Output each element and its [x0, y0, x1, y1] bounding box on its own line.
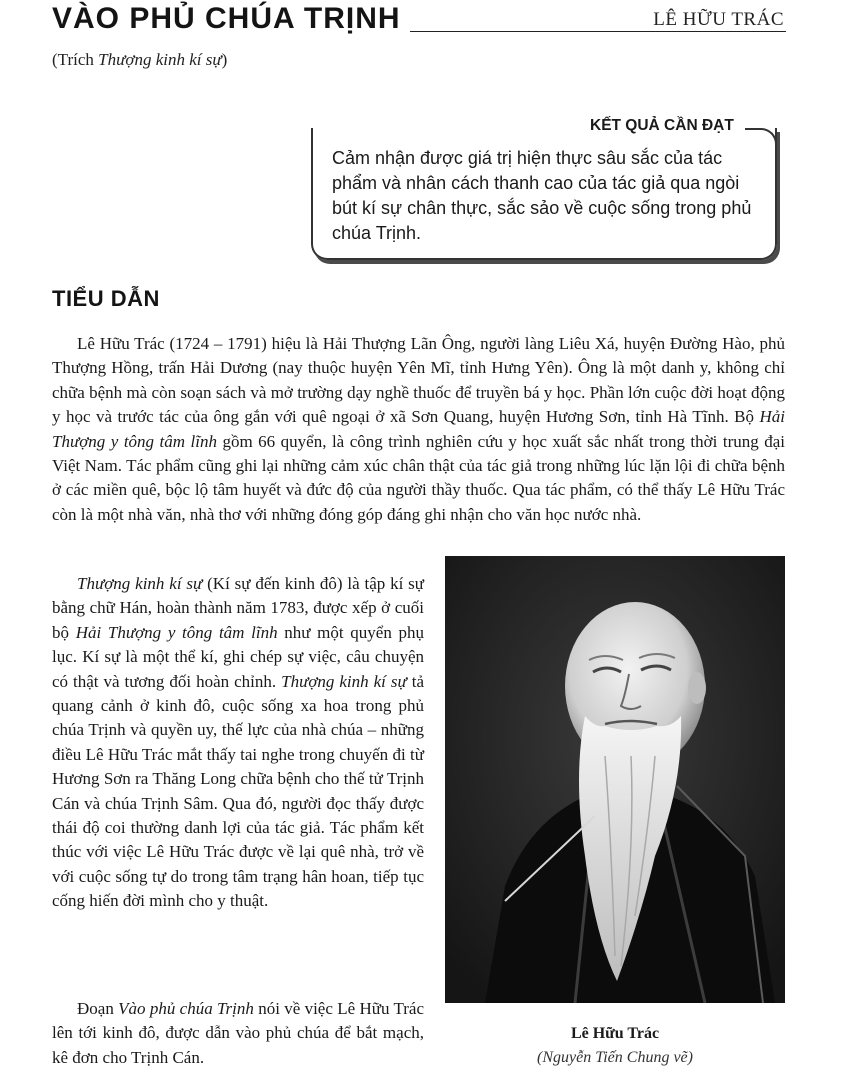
p3-text-1: Đoạn: [77, 999, 119, 1018]
outcome-heading: KẾT QUẢ CẦN ĐẠT: [590, 117, 734, 134]
portrait-illustration: [445, 556, 785, 1003]
p3-text-2: nói về việc Lê Hữu Trác lên tới kinh đô, được dẫn vào phủ chúa để bắt mạch, kê đơn cho Trịnh Cán.: [52, 999, 424, 1067]
outcome-text: Cảm nhận được giá trị hiện thực sâu sắc của tác phẩm và nhân cách thanh cao của tác giả qua ngòi bút kí sự chân thực, sắc sảo về cuộc sống trong phủ chúa Trịnh.: [332, 148, 752, 243]
ear-shape: [688, 672, 706, 704]
author-name: LÊ HỮU TRÁC: [653, 9, 784, 30]
source-work: Thượng kinh kí sự: [98, 50, 222, 69]
source-note: [52, 50, 227, 70]
section-title: TIỂU DẪN: [52, 286, 160, 311]
p2-italic-2: Hải Thượng y tông tâm lĩnh: [75, 622, 278, 642]
source-close: ): [221, 50, 228, 69]
paragraph-work: [52, 572, 424, 914]
p2-text-1: (Kí sự đến kinh đô) là tập kí sự bằng chữ Hán, hoàn thành năm 1783, được xếp ở cuối bộ: [52, 574, 424, 642]
p2-text-2: như một quyển phụ lục. Kí sự là một thể kí, ghi chép sự việc, câu chuyện có thật và tương đối hoàn chỉnh.: [52, 622, 425, 691]
paragraph-excerpt: [52, 997, 424, 1070]
p1-italic-1: Hải Thượng y tông tâm lĩnh: [52, 407, 785, 451]
source-open: (Trích: [52, 50, 99, 69]
paragraph-intro: [52, 332, 785, 527]
p2-italic-1: Thượng kinh kí sự: [77, 574, 203, 593]
p1-text-2: gồm 66 quyển, là công trình nghiên cứu y học xuất sắc nhất trong thời trung đại Việt Nam. Tác phẩm cũng ghi lại những cảm xúc chân thật của tác giả trong những lúc lặn lội đi chữa bệnh ở các miền quê, bộc lộ tâm huyết và đức độ của người thầy thuốc. Qua tác phẩm, có thể thấy Lê Hữu Trác còn là một nhà văn, nhà thơ với những đóng góp đáng ghi nhận cho văn học nước nhà.: [52, 431, 785, 524]
portrait-image: [445, 556, 785, 1003]
p2-italic-3: Thượng kinh kí sự: [281, 671, 407, 691]
title-rule: [410, 31, 786, 32]
portrait-caption-name: Lê Hữu Trác: [570, 1025, 660, 1042]
p1-text-1: Lê Hữu Trác (1724 – 1791) hiệu là Hải Thượng Lãn Ông, người làng Liêu Xá, huyện Đường Hào, phủ Thượng Hồng, trấn Hải Dương (nay thuộc huyện Yên Mĩ, tỉnh Hưng Yên). Ông là một danh y, không chỉ chữa bệnh mà còn soạn sách và mở trường dạy nghề thuốc để truyền bá y học. Phần lớn cuộc đời hoạt động y học và trước tác của ông gắn với quê ngoại ở xã Sơn Quang, huyện Hương Sơn, tỉnh Hà Tĩnh. Bộ: [52, 334, 785, 427]
p2-text-3: tả quang cảnh ở kinh đô, cuộc sống xa hoa trong phủ chúa Trịnh và quyền uy, thế lực của nhà chúa – những điều Lê Hữu Trác mắt thấy tai nghe trong chuyến đi từ Hương Sơn ra Thăng Long chữa bệnh cho thế tử Trịnh Cán và chúa Trịnh Sâm. Qua đó, người đọc thấy được thái độ coi thường danh lợi của tác giả. Tác phẩm kết thúc với việc Lê Hữu Trác được về lại quê nhà, trở về với cuộc sống tự do trong tâm trạng hân hoan, tiếp tục cống hiến đời mình cho y thuật.: [52, 671, 424, 911]
portrait-caption-credit: (Nguyễn Tiến Chung vẽ): [537, 1049, 693, 1066]
p3-italic-1: Vào phủ chúa Trịnh: [118, 999, 254, 1018]
lesson-title: VÀO PHỦ CHÚA TRỊNH: [52, 2, 401, 35]
